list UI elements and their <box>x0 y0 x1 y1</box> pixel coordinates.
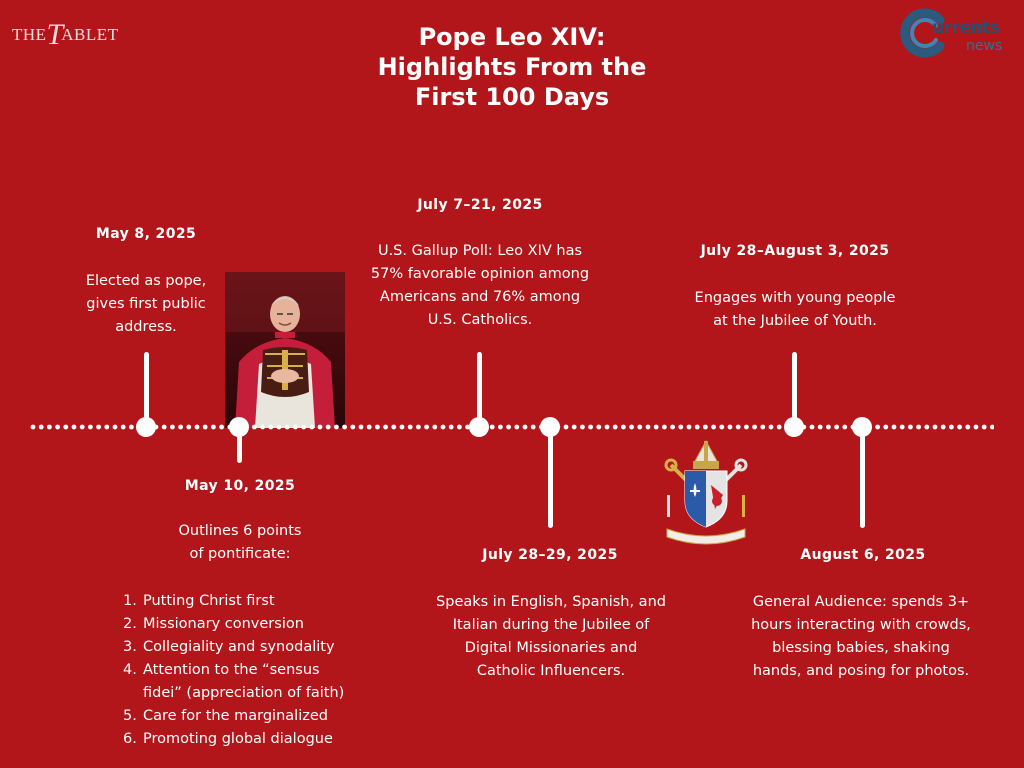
timeline-dot <box>55 425 60 430</box>
timeline-dot <box>654 425 659 430</box>
timeline-dot <box>260 425 265 430</box>
timeline-dot <box>96 425 101 430</box>
timeline-dot <box>162 425 167 430</box>
timeline-dot <box>211 425 216 430</box>
timeline-dot <box>203 425 208 430</box>
event-date-july28: July 28–29, 2025 <box>482 547 618 563</box>
currents-logo-word: urrents <box>932 18 1000 38</box>
timeline-dot <box>900 425 905 430</box>
timeline-dot <box>285 425 290 430</box>
timeline-dot <box>769 425 774 430</box>
timeline-dot <box>72 425 77 430</box>
timeline-dot <box>113 425 118 430</box>
timeline-dot <box>309 425 314 430</box>
tablet-logo-icon: THETABLET <box>12 18 119 51</box>
timeline-dot <box>957 425 962 430</box>
event-desc-may10 <box>150 520 330 566</box>
title-line-2: Highlights From the <box>377 53 647 81</box>
event-desc-aug6 <box>736 591 986 683</box>
desc-line: blessing babies, shaking <box>772 640 950 656</box>
event-date-july7: July 7–21, 2025 <box>417 197 543 213</box>
timeline-dot <box>318 425 323 430</box>
timeline-dot <box>449 425 454 430</box>
timeline-dot <box>670 425 675 430</box>
timeline-dot <box>334 425 339 430</box>
timeline-dot <box>646 425 651 430</box>
timeline-connector <box>144 352 149 426</box>
timeline-dot <box>941 425 946 430</box>
timeline-node-july28-aug3 <box>784 417 804 437</box>
timeline-dot <box>834 425 839 430</box>
timeline-dot <box>629 425 634 430</box>
desc-line: gives first public <box>86 296 206 312</box>
timeline-dot <box>933 425 938 430</box>
timeline-dot <box>892 425 897 430</box>
desc-line: hours interacting with crowds, <box>751 617 971 633</box>
timeline-dot <box>219 425 224 430</box>
papal-coat-of-arms-icon <box>661 435 751 545</box>
event-desc-july28 <box>414 591 688 683</box>
timeline-node-july28 <box>540 417 560 437</box>
timeline-dot <box>990 425 994 430</box>
timeline-dot <box>826 425 831 430</box>
timeline-dot <box>531 425 536 430</box>
timeline-dot <box>47 425 52 430</box>
timeline-connector <box>860 430 865 528</box>
timeline-dot <box>186 425 191 430</box>
timeline-dot <box>400 425 405 430</box>
desc-line: Digital Missionaries and <box>464 640 638 656</box>
pontificate-points-list <box>123 590 383 751</box>
timeline-dot <box>810 425 815 430</box>
timeline-connector <box>792 352 797 426</box>
desc-line: 57% favorable opinion among <box>370 266 590 282</box>
timeline-dot <box>621 425 626 430</box>
page-title <box>312 22 712 112</box>
timeline-dot <box>178 425 183 430</box>
timeline-dot <box>719 425 724 430</box>
desc-line: Outlines 6 points <box>178 523 302 539</box>
event-date-aug6: August 6, 2025 <box>800 547 926 563</box>
timeline-dot <box>703 425 708 430</box>
timeline-dot <box>391 425 396 430</box>
timeline-dot <box>252 425 257 430</box>
event-desc-may8 <box>60 270 232 339</box>
timeline-dot <box>982 425 987 430</box>
timeline-dot <box>564 425 569 430</box>
timeline-dot <box>88 425 93 430</box>
desc-line: Engages with young people <box>694 290 896 306</box>
timeline-dot <box>924 425 929 430</box>
timeline-dot <box>514 425 519 430</box>
timeline-dot <box>777 425 782 430</box>
list-item: 6. Promoting global dialogue <box>123 731 333 747</box>
event-desc-july28-aug3 <box>670 287 920 333</box>
list-item: 2. Missionary conversion <box>123 616 304 632</box>
timeline-dot <box>63 425 68 430</box>
event-date-july28-aug3: July 28–August 3, 2025 <box>700 243 890 259</box>
title-line-3: First 100 Days <box>414 83 610 111</box>
timeline-dot <box>875 425 880 430</box>
event-desc-july7 <box>352 240 608 332</box>
timeline-dot <box>818 425 823 430</box>
timeline-dot <box>572 425 577 430</box>
timeline-dot <box>662 425 667 430</box>
desc-line: address. <box>115 319 177 335</box>
timeline-dot <box>596 425 601 430</box>
list-item: 4. Attention to the “sensus <box>123 662 320 678</box>
desc-line: at the Jubilee of Youth. <box>713 313 877 329</box>
timeline-dot <box>736 425 741 430</box>
timeline-dot <box>949 425 954 430</box>
timeline-dot <box>637 425 642 430</box>
currents-logo-icon <box>900 6 1018 62</box>
timeline-dot <box>457 425 462 430</box>
timeline-dot <box>367 425 372 430</box>
timeline-dot <box>432 425 437 430</box>
desc-line: hands, and posing for photos. <box>752 663 970 679</box>
timeline-dot <box>760 425 765 430</box>
timeline-dot <box>293 425 298 430</box>
timeline-dot <box>744 425 749 430</box>
desc-line: Italian during the Jubilee of <box>452 617 650 633</box>
list-item: fidei” (appreciation of faith) <box>143 685 345 701</box>
timeline-dot <box>506 425 511 430</box>
timeline-connector <box>548 430 553 528</box>
timeline-dot <box>711 425 716 430</box>
desc-line: Speaks in English, Spanish, and <box>436 594 666 610</box>
timeline-dot <box>375 425 380 430</box>
timeline-dot <box>121 425 126 430</box>
event-date-may10: May 10, 2025 <box>184 478 296 494</box>
timeline-dot <box>687 425 692 430</box>
timeline-dot <box>842 425 847 430</box>
timeline-dot <box>613 425 618 430</box>
title-line-1: Pope Leo XIV: <box>418 23 606 51</box>
timeline-dot <box>752 425 757 430</box>
timeline-dot <box>408 425 413 430</box>
timeline-dot <box>129 425 134 430</box>
timeline-dot <box>441 425 446 430</box>
list-item: 3. Collegiality and synodality <box>123 639 335 655</box>
timeline-dot <box>383 425 388 430</box>
desc-line: Elected as pope, <box>85 273 207 289</box>
desc-line: General Audience: spends 3+ <box>752 594 970 610</box>
timeline-dot <box>39 425 44 430</box>
currents-logo-news: news <box>966 38 1003 54</box>
timeline-dot <box>965 425 970 430</box>
timeline-dot <box>490 425 495 430</box>
timeline-connector <box>477 352 482 426</box>
timeline-dot <box>908 425 913 430</box>
desc-line: of pontificate: <box>189 546 291 562</box>
timeline-dot <box>268 425 273 430</box>
list-item: 1. Putting Christ first <box>123 593 275 609</box>
desc-line: U.S. Catholics. <box>427 312 533 328</box>
timeline-node-may8 <box>136 417 156 437</box>
desc-line: Americans and 76% among <box>379 289 581 305</box>
timeline-dot <box>80 425 85 430</box>
timeline-dot <box>588 425 593 430</box>
timeline-dot <box>695 425 700 430</box>
list-item: 5. Care for the marginalized <box>123 708 328 724</box>
timeline-node-may10 <box>229 417 249 437</box>
timeline-dot <box>277 425 282 430</box>
timeline-dot <box>301 425 306 430</box>
timeline-dot <box>883 425 888 430</box>
timeline-dot <box>342 425 347 430</box>
timeline-dot <box>916 425 921 430</box>
desc-line: U.S. Gallup Poll: Leo XIV has <box>377 243 583 259</box>
timeline-node-july7 <box>469 417 489 437</box>
timeline-line <box>30 424 994 430</box>
timeline-node-aug6 <box>852 417 872 437</box>
timeline-dot <box>580 425 585 430</box>
timeline-dot <box>974 425 979 430</box>
timeline-dot <box>359 425 364 430</box>
timeline-dot <box>424 425 429 430</box>
timeline-dot <box>170 425 175 430</box>
timeline-dot <box>728 425 733 430</box>
desc-line: Catholic Influencers. <box>476 663 626 679</box>
timeline-dot <box>31 425 36 430</box>
timeline-dot <box>498 425 503 430</box>
event-date-may8: May 8, 2025 <box>95 226 197 242</box>
pope-photo <box>225 272 345 428</box>
timeline-dot <box>605 425 610 430</box>
timeline-dot <box>678 425 683 430</box>
timeline-dot <box>195 425 200 430</box>
timeline-dot <box>416 425 421 430</box>
timeline-dot <box>523 425 528 430</box>
timeline-dot <box>104 425 109 430</box>
timeline-dot <box>326 425 331 430</box>
timeline-dot <box>350 425 355 430</box>
